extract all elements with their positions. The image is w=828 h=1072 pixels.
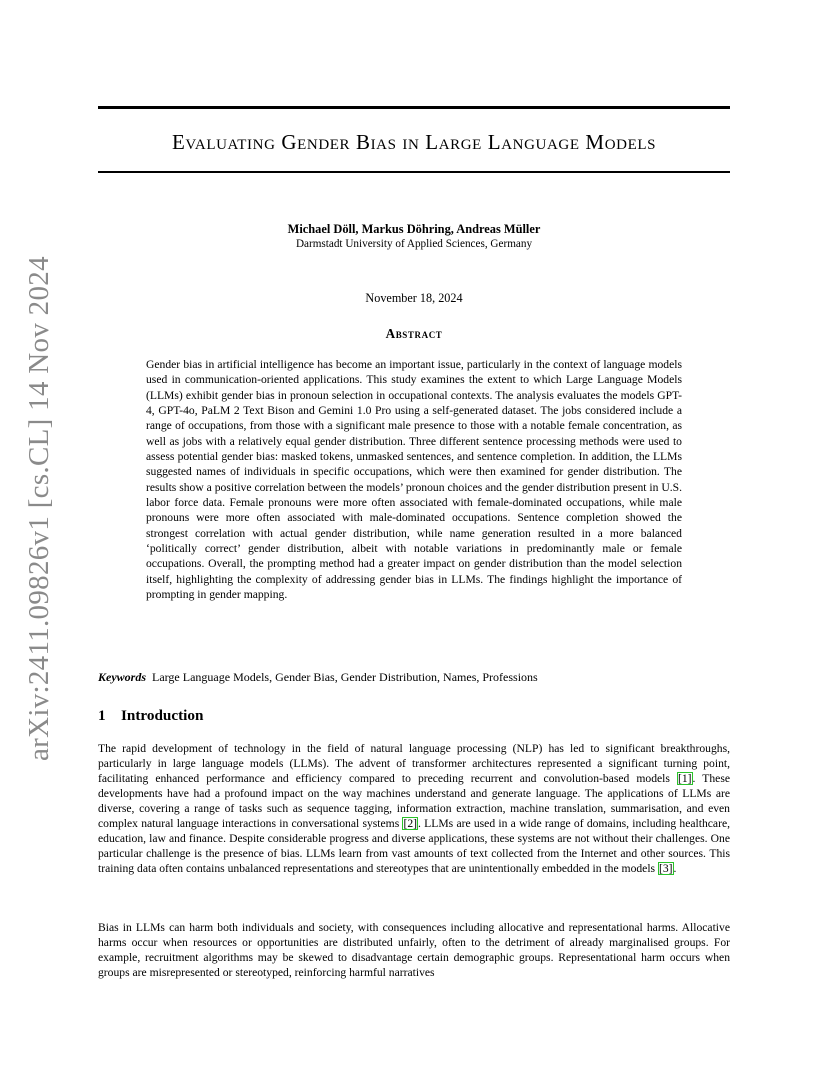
- section-number: 1: [98, 707, 106, 724]
- title-rule-bottom: [98, 171, 730, 173]
- arxiv-identifier: arXiv:2411.09826v1 [cs.CL] 14 Nov 2024: [23, 256, 55, 761]
- paper-title: Evaluating Gender Bias in Large Language Models: [171, 130, 657, 154]
- paragraph-text: . LLMs are used in a wide range of domains, including healthcare, education, law and finance. Despite considerable progress and diverse applications, these systems are not without their challenges. One particular challenge is the presence of bias. LLMs learn from vast amounts of text collected from the Internet and other sources. This training data often contains unbalanced representations and stereotypes that are unintentionally embedded in the models: [98, 817, 730, 876]
- introduction-paragraph-2: Bias in LLMs can harm both individuals and society, with consequences including allocative and representational harms. Allocative harms occur when resources or opportunities are distributed unfairly, often to the detriment of already marginalised groups. For example, recruitment algorithms may be skewed to disadvantage certain demographic groups. Representational harm occurs when groups are misrepresented or stereotyped, reinforcing harmful narratives: [98, 921, 730, 980]
- keywords-label: Keywords: [98, 670, 146, 684]
- paragraph-text: .: [673, 862, 677, 876]
- paper-authors: Michael Döll, Markus Döhring, Andreas Müller: [287, 222, 541, 236]
- introduction-paragraph-1: [98, 741, 730, 876]
- citation-link-1[interactable]: [1]: [677, 772, 692, 786]
- abstract-text: Gender bias in artificial intelligence has become an important issue, particularly in the context of language models used in communication-oriented applications. This study examines the extent to which Large Language Models (LLMs) exhibit gender bias in pronoun selection in occupational contexts. The analysis evaluates the models GPT-4, GPT-4o, PaLM 2 Text Bison and Gemini 1.0 Pro using a self-generated dataset. The jobs considered include a range of occupations, from those with a significant male presence to those with a notable female concentration, as well as jobs with a relatively equal gender distribution. Three different sentence processing methods were used to assess potential gender bias: masked tokens, unmasked sentences, and sentence completion. In addition, the LLMs suggested names of individuals in specific occupations, which were then examined for gender distribution. The results show a positive correlation between the models’ pronoun choices and the gender distribution present in U.S. labor force data. Female pronouns were more often associated with female-dominated occupations, while male pronouns were more often associated with male-dominated occupations. Sentence completion showed the strongest correlation with actual gender distribution, while name generation resulted in a more balanced ‘politically correct’ gender distribution, albeit with notable variations in predominantly male or female occupations. Overall, the prompting method had a greater impact on gender distribution than the model selection itself, highlighting the complexity of addressing gender bias in LLMs. The findings highlight the importance of prompting in gender mapping.: [146, 358, 682, 602]
- abstract-heading: Abstract: [385, 326, 443, 341]
- section-title: Introduction: [121, 707, 204, 724]
- paper-affiliation: Darmstadt University of Applied Sciences, Germany: [295, 238, 533, 250]
- paragraph-text: . These developments have had a profound impact on the way machines understand and generate language. The applications of LLMs are diverse, covering a range of tasks such as sequence tagging, information extraction, machine translation, summarisation, and even complex natural language interactions in conversational systems: [98, 772, 730, 831]
- keywords-text: Large Language Models, Gender Bias, Gender Distribution, Names, Professions: [152, 670, 538, 684]
- paper-date: November 18, 2024: [365, 291, 463, 305]
- keywords: [98, 669, 730, 685]
- citation-link-3[interactable]: [3]: [658, 862, 673, 876]
- section-heading-introduction: [98, 706, 203, 726]
- citation-link-2[interactable]: [2]: [403, 817, 418, 831]
- title-rule-top: [98, 106, 730, 109]
- paragraph-text: The rapid development of technology in the field of natural language processing (NLP) has led to significant breakthroughs, particularly in large language models (LLMs). The advent of transformer architectures represented a significant turning point, facilitating enhanced performance and efficiency compared to preceding recurrent and convolution-based models: [98, 742, 730, 786]
